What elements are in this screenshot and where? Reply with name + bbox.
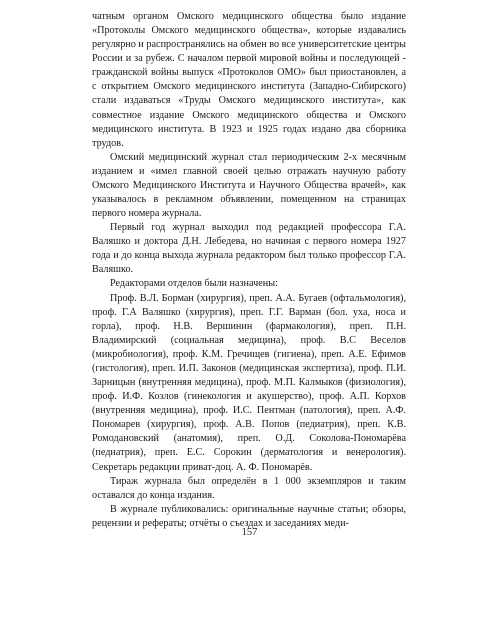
body-text [92, 10, 406, 531]
paragraph-circulation: Тираж журнала был определён в 1 000 экземпляров и таким оставался до конца издания. [92, 475, 406, 501]
page-number: 157 [241, 527, 258, 538]
paragraph-journal-description: Омский медицинский журнал стал периодическим 2-х месячным изданием и «имел главной своей целью отражать научную работу Омского Медицинского Института и Научного Общества врачей», как указывалось в рекламном объявлении, помещенном на страницах первого номера журнала. [92, 151, 406, 220]
paragraph-section-editors-list: Проф. В.Л. Борман (хирургия), преп. А.А. Бугаев (офтальмология), проф. Г.А Валяшко (хирургия), преп. Г.Г. Варман (бол. уха, носа и горла), проф. Н.В. Вершинин (фармакология), преп. П.Н. Владимирский (социальная медицина), проф. В.С Веселов (микробиология), проф. К.М. Гречищев (гигиена), преп. А.Е. Ефимов (гистология), преп. И.П. Законов (медицинская экспертиза), проф. П.И. Зарницын (внутренняя медицина), проф. М.П. Калмыков (физиология), проф. И.Ф. Козлов (гинекология и акушерство), проф. А.П. Корхов (внутренняя медицина), проф. И.С. Пентман (патология), преп. А.Ф. Пономарев (хирургия), проф. А.В. Попов (педиатрия), преп. К.В. Ромодановский (анатомия), преп. О.Д. Соколова-Пономарёва (педиатрия), преп. Е.С. Сорокин (дерматология и венерология). Секретарь редакции приват-доц. А. Ф. Пономарёв. [92, 292, 406, 473]
paragraph-editors-first-year: Первый год журнал выходил под редакцией профессора Г.А. Валяшко и доктора Д.Н. Лебедева, но начиная с первого номера 1927 года и до конца выхода журнала редактором был только профессор Г.А. Валяшко. [92, 222, 406, 276]
paragraph-publications: В журнале публиковались: оригинальные научные статьи; обзоры, рецензии и рефераты; отчёты о съездах и заседаниях меди- [92, 503, 406, 529]
paragraph-section-editors-heading: Редакторами отделов были назначены: [110, 278, 278, 290]
paragraph-continuation: чатным органом Омского медицинского общества было издание «Протоколы Омского медицинского общества», которые издавались регулярно и распространялись на обмен во все университетские центры России и за рубеж. С началом первой мировой войны и последующей - гражданской войны выпуск «Протоколов ОМО» был приостановлен, а с открытием Омского медицинского института (Западно-Сибирского) стали издаваться «Труды Омского медицинского института», как совместное издание Омского медицинского общества и Омского медицинского института. В 1923 и 1925 годах издано два сборника трудов. [92, 11, 406, 149]
